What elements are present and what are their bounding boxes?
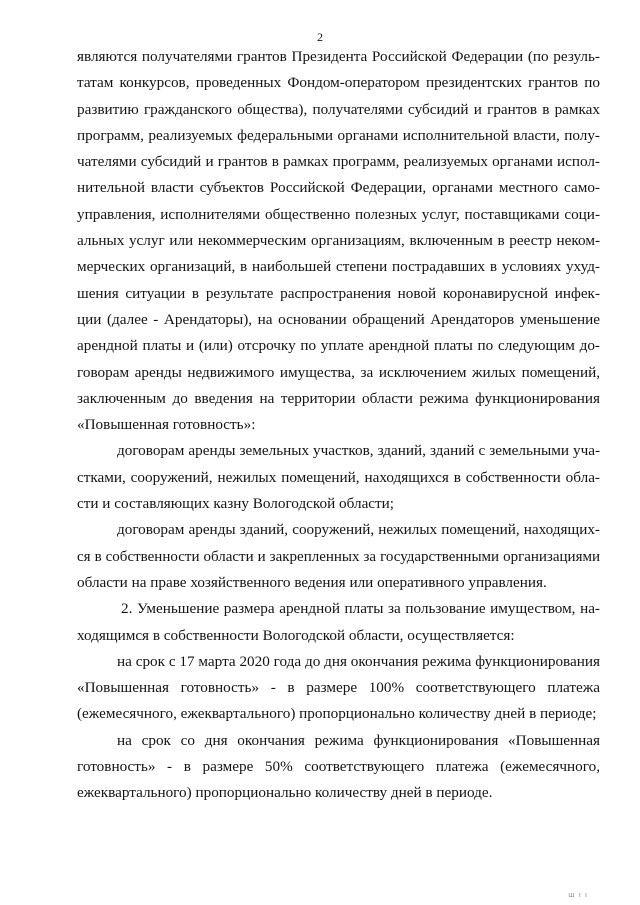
paragraph-2 — [77, 438, 600, 517]
text-line: на срок с 17 марта 2020 года до дня окончания режима функционирования — [117, 652, 600, 670]
footer-mark: ш ı ı — [568, 891, 588, 899]
paragraph-5 — [77, 649, 600, 728]
text-line: развитию гражданского общества), получателями субсидий и грантов в рамках — [77, 100, 600, 118]
text-line: (ежемесячного, ежеквартального) пропорционально количеству дней в периоде; — [77, 705, 597, 723]
document-body — [77, 44, 600, 807]
text-line: ции (далее - Арендаторы), на основании обращений Арендаторов уменьшение — [77, 310, 600, 328]
text-line: готовность» - в размере 50% соответствующего платежа (ежемесячного, — [77, 758, 600, 776]
paragraph-6 — [77, 728, 600, 807]
text-line: шения ситуации в результате распространения новой коронавирусной инфек- — [77, 284, 600, 302]
paragraph-1 — [77, 44, 600, 438]
text-line: заключенным до введения на территории области режима функционирования — [77, 389, 600, 407]
page-number: 2 — [317, 30, 323, 44]
text-line: арендной платы и (или) отсрочку по уплате арендной платы по следующим до- — [77, 337, 600, 355]
text-line: альных услуг или некоммерческим организациям, включенным в реестр неком- — [77, 232, 600, 250]
text-line: говорам аренды недвижимого имущества, за исключением жилых помещений, — [77, 363, 600, 381]
text-line: мерческих организаций, в наибольшей степени пострадавших в условиях ухуд- — [77, 258, 600, 276]
text-line: управления, исполнителями общественно полезных услуг, поставщиками соци- — [77, 205, 600, 223]
text-line: 2. Уменьшение размера арендной платы за пользование имуществом, на- — [121, 600, 600, 618]
text-line: стками, сооружений, нежилых помещений, находящихся в собственности обла- — [77, 468, 600, 486]
text-line: нительной власти субъектов Российской Федерации, органами местного само- — [77, 179, 600, 197]
text-line: «Повышенная готовность»: — [77, 416, 256, 434]
text-line: области на праве хозяйственного ведения или оперативного управления. — [77, 573, 547, 591]
text-line: ся в собственности области и закрепленных за государственными организациями — [77, 548, 600, 565]
text-line: на срок со дня окончания режима функционирования «Повышенная — [117, 731, 600, 749]
text-line: ходящимся в собственности Вологодской области, осуществляется: — [77, 626, 515, 644]
text-line: программ, реализуемых федеральными органами исполнительной власти, полу- — [77, 126, 600, 144]
text-line: «Повышенная готовность» - в размере 100% соответствующего платежа — [77, 679, 600, 697]
text-line: договорам аренды зданий, сооружений, нежилых помещений, находящих- — [117, 521, 600, 539]
text-line: являются получателями грантов Президента Российской Федерации (по резуль- — [77, 48, 600, 65]
text-line: договорам аренды земельных участков, зданий, зданий с земельными уча- — [117, 442, 600, 460]
text-line: сти и составляющих казну Вологодской области; — [77, 495, 395, 513]
text-line: чателями субсидий и грантов в рамках программ, реализуемых органами испол- — [77, 153, 600, 171]
paragraph-4 — [77, 596, 600, 649]
paragraph-3 — [77, 517, 600, 596]
text-line: ежеквартального) пропорционально количеству дней в периоде. — [77, 784, 493, 802]
text-line: татам конкурсов, проведенных Фондом-оператором президентских грантов по — [77, 74, 600, 92]
